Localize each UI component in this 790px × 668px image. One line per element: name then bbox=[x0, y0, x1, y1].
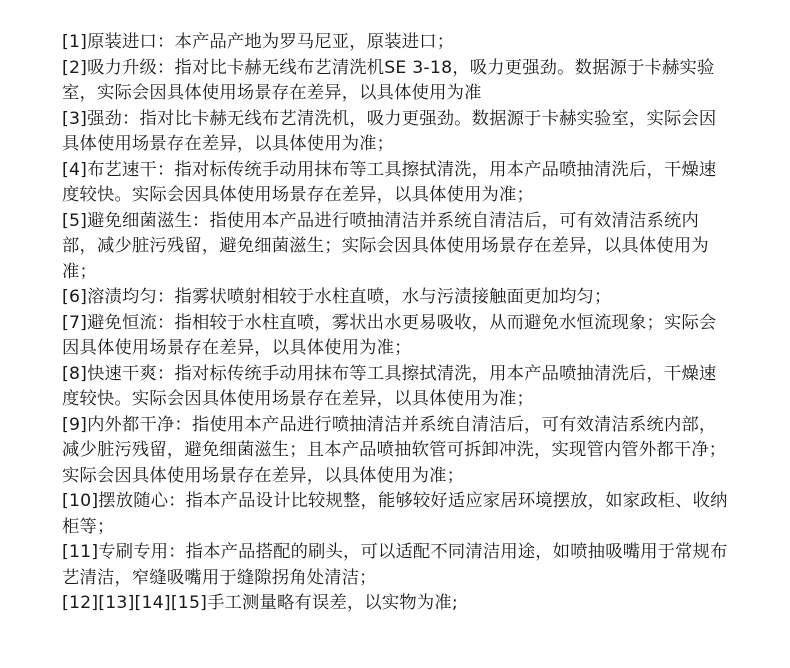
footnote-1: [1]原装进口：本产品产地为罗马尼亚，原装进口； bbox=[62, 32, 455, 52]
footnote-12-15: [12][13][14][15]手工测量略有误差，以实物为准; bbox=[62, 593, 458, 613]
footnote-5: [5]避免细菌滋生：指使用本产品进行喷抽清洁并系统自清洁后，可有效清洁系统内部，减少脏污残留，避免细菌滋生；实际会因具体使用场景存在差异，以具体使用为准； bbox=[62, 210, 709, 282]
footnote-2: [2]吸力升级：指对比卡赫无线布艺清洗机SE 3-18，吸力更强劲。数据源于卡赫实验室，实际会因具体使用场景存在差异，以具体使用为准 bbox=[62, 57, 715, 103]
footnotes-list bbox=[62, 30, 730, 617]
footnote-11: [11]专刷专用：指本产品搭配的刷头，可以适配不同清洁用途，如喷抽吸嘴用于常规布艺清洁，窄缝吸嘴用于缝隙拐角处清洁； bbox=[62, 542, 728, 588]
footnote-6: [6]溶渍均匀：指雾状喷射相较于水柱直喷，水与污渍接触面更加均匀； bbox=[62, 287, 612, 307]
footnote-10: [10]摆放随心：指本产品设计比较规整，能够较好适应家居环境摆放，如家政柜、收纳柜等； bbox=[62, 491, 728, 537]
footnote-9: [9]内外都干净：指使用本产品进行喷抽清洁并系统自清洁后，可有效清洁系统内部，减少脏污残留，避免细菌滋生；且本产品喷抽软管可拆卸冲洗，实现管内管外都干净；实际会因具体使用场景存在差异，以具体使用为准； bbox=[62, 414, 727, 486]
footnote-4: [4]布艺速干：指对标传统手动用抹布等工具擦拭清洗，用本产品喷抽清洗后，干燥速度较快。实际会因具体使用场景存在差异，以具体使用为准； bbox=[62, 159, 717, 205]
footnote-8: [8]快速干爽：指对标传统手动用抹布等工具擦拭清洗，用本产品喷抽清洗后，干燥速度较快。实际会因具体使用场景存在差异，以具体使用为准； bbox=[62, 363, 717, 409]
footnote-7: [7]避免恒流：指相较于水柱直喷，雾状出水更易吸收，从而避免水恒流现象；实际会因具体使用场景存在差异，以具体使用为准； bbox=[62, 312, 717, 358]
footnote-3: [3]强劲：指对比卡赫无线布艺清洗机，吸力更强劲。数据源于卡赫实验室，实际会因具体使用场景存在差异，以具体使用为准； bbox=[62, 108, 717, 154]
